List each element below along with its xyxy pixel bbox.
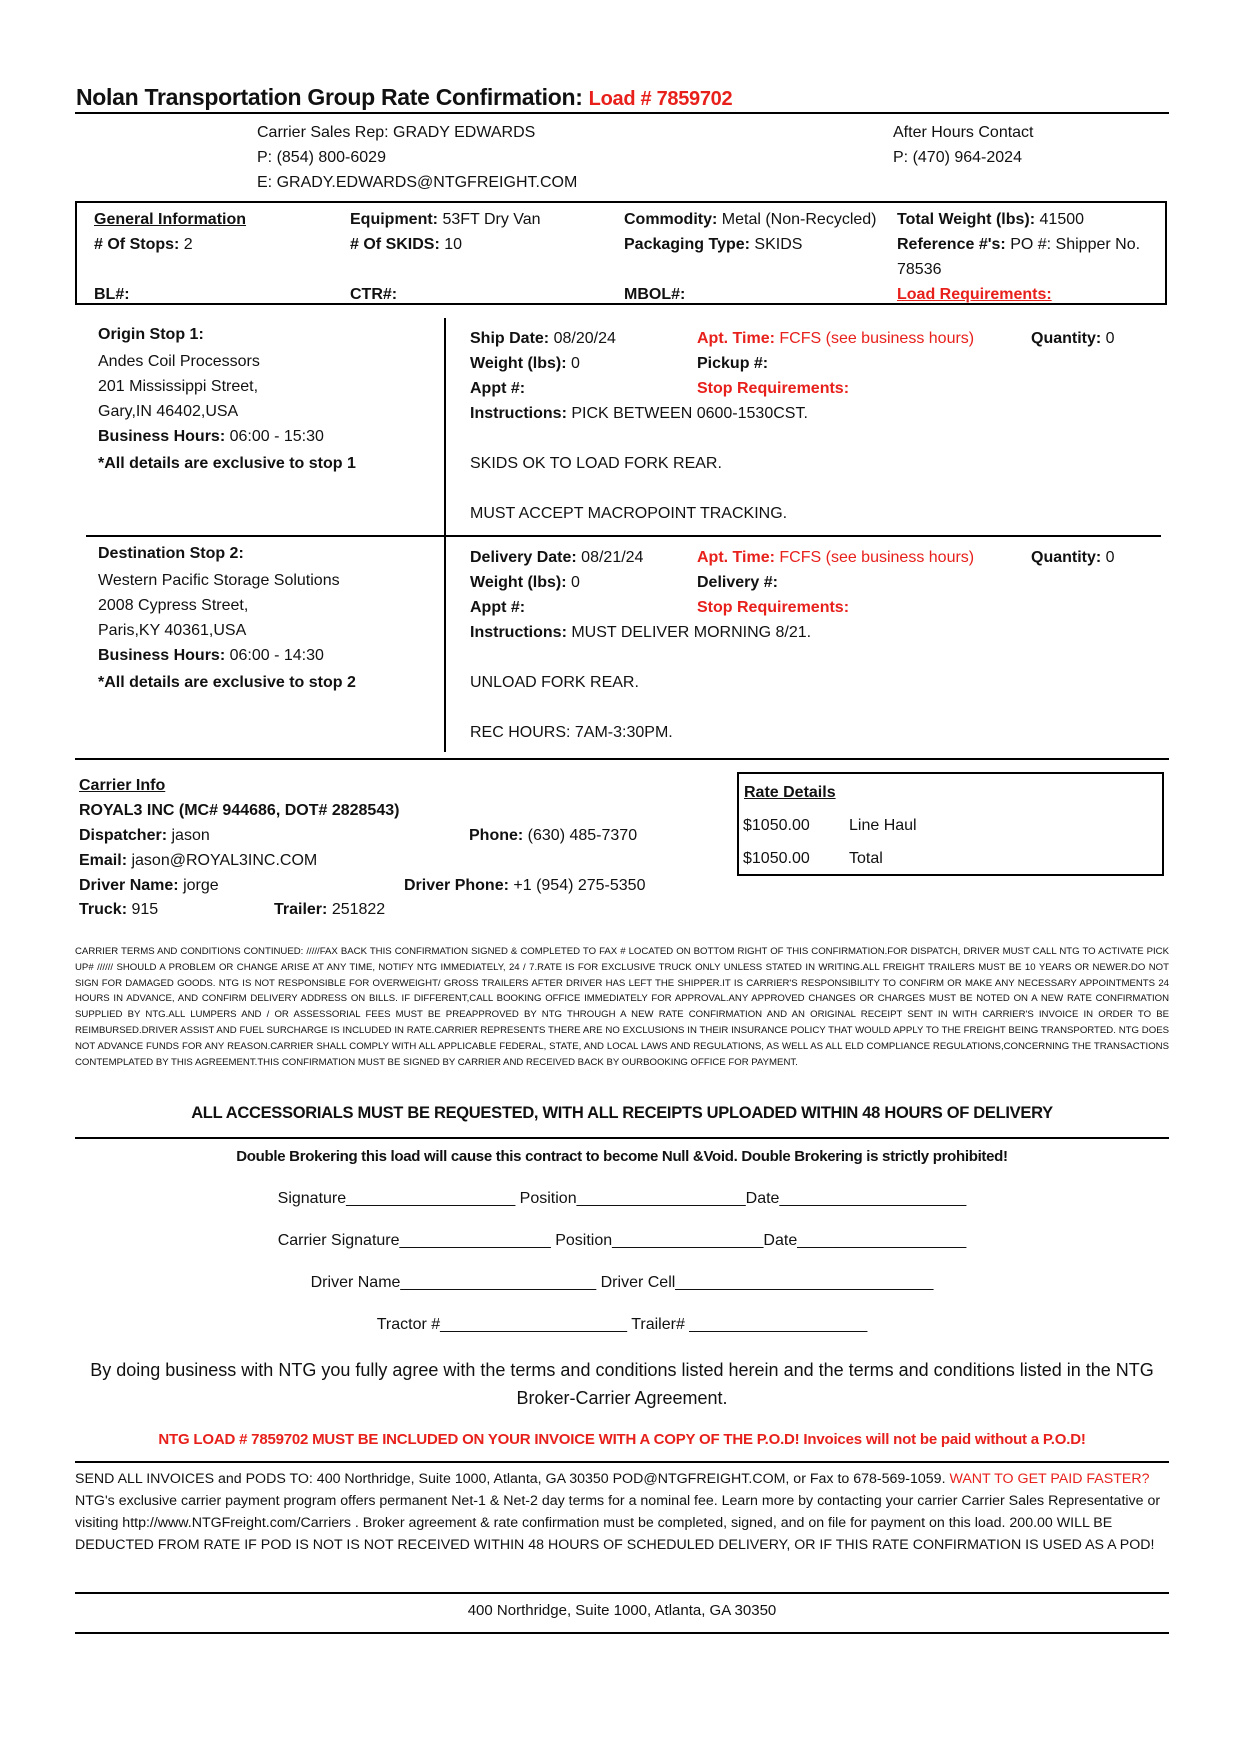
- stop-title: Origin Stop 1:: [98, 326, 204, 343]
- pickup-number-label: Pickup #:: [697, 355, 769, 372]
- delivery-number-label: Delivery #:: [697, 574, 778, 591]
- destination-stop-times: [697, 545, 974, 620]
- total-weight-value: 41500: [1039, 211, 1085, 228]
- stop-street: 201 Mississippi Street,: [98, 378, 259, 395]
- agreement-statement: By doing business with NTG you fully agree with the terms and conditions listed herein and the terms and conditions listed in the NTG Broker-Carrier Agreement.: [90, 1360, 1154, 1408]
- after-hours-phone: P: (470) 964-2024: [893, 149, 1022, 166]
- carrier-phone-label: Phone:: [469, 827, 524, 844]
- destination-quantity: [1031, 545, 1115, 570]
- stop-city: Gary,IN 46402,USA: [98, 403, 239, 420]
- quantity-label: Quantity:: [1031, 330, 1102, 347]
- apt-time: [697, 326, 974, 351]
- general-col-4: [897, 207, 1140, 282]
- sales-rep-email: E: GRADY.EDWARDS@NTGFREIGHT.COM: [257, 174, 578, 191]
- commodity-label: Commodity:: [624, 211, 718, 228]
- hours-value: 06:00 - 14:30: [229, 647, 324, 664]
- instructions-line-3: MUST ACCEPT MACROPOINT TRACKING.: [470, 505, 788, 522]
- sales-rep-contact: [257, 120, 577, 195]
- sales-rep-name: Carrier Sales Rep: GRADY EDWARDS: [257, 124, 536, 141]
- equipment: [350, 207, 541, 232]
- stop-company: Western Pacific Storage Solutions: [98, 572, 340, 589]
- stop-city: Paris,KY 40361,USA: [98, 622, 247, 639]
- total-weight-label: Total Weight (lbs):: [897, 211, 1036, 228]
- dispatcher-label: Dispatcher:: [79, 827, 168, 844]
- delivery-date-label: Delivery Date:: [470, 549, 577, 566]
- packaging-value: SKIDS: [754, 236, 803, 253]
- accessorials-rule: [75, 1137, 1169, 1139]
- origin-quantity: [1031, 326, 1115, 351]
- carrier-signature-line[interactable]: Carrier Signature_________________ Position_________________Date___________________: [277, 1232, 967, 1249]
- accessorials-notice: ALL ACCESSORIALS MUST BE REQUESTED, WITH ALL RECEIPTS UPLOADED WITHIN 48 HOURS OF DELIVERY: [191, 1104, 1053, 1122]
- weight-label: Weight (lbs):: [470, 574, 567, 591]
- hours-label: Business Hours:: [98, 428, 226, 445]
- instructions-line-2: UNLOAD FORK REAR.: [470, 674, 639, 691]
- reference-value-2: 78536: [897, 261, 942, 278]
- double-brokering-notice: Double Brokering this load will cause this contract to become Null &Void. Double Brokering is strictly prohibited!: [236, 1148, 1008, 1165]
- mbol-label: MBOL#:: [624, 286, 686, 303]
- carrier-email-label: Email:: [79, 852, 128, 869]
- instructions-line-3: REC HOURS: 7AM-3:30PM.: [470, 724, 673, 741]
- equipment-value: 53FT Dry Van: [442, 211, 541, 228]
- after-hours-contact: [893, 120, 1034, 170]
- carrier-email: [79, 848, 317, 873]
- ship-date-value: 08/20/24: [553, 330, 616, 347]
- driver-name-value: jorge: [183, 877, 219, 894]
- stop-separator: [86, 535, 1161, 537]
- carrier-phone: [469, 823, 637, 848]
- skids-value: 10: [444, 236, 463, 253]
- appt-label: Appt #:: [470, 380, 526, 397]
- apt-time-label: Apt. Time:: [697, 549, 775, 566]
- invoice-pod-notice: NTG LOAD # 7859702 MUST BE INCLUDED ON YOUR INVOICE WITH A COPY OF THE P.O.D! Invoices will not be paid without a P.O.D!: [158, 1431, 1086, 1448]
- truck-number: [79, 897, 158, 922]
- origin-stop-address: [98, 322, 356, 476]
- general-info-heading: General Information: [94, 211, 247, 228]
- rate-row: [743, 813, 810, 838]
- load-requirements-link[interactable]: Load Requirements:: [897, 286, 1052, 303]
- rate-row: [743, 846, 810, 871]
- page-title: [76, 84, 732, 111]
- stop-instructions: [470, 401, 808, 426]
- delivery-date-value: 08/21/24: [581, 549, 644, 566]
- reference-numbers: [897, 232, 1140, 257]
- rate-amount: $1050.00: [743, 817, 810, 834]
- payment-send-to: SEND ALL INVOICES and PODS TO: 400 Northridge, Suite 1000, Atlanta, GA 30350 POD@NTGFREIGHT.COM, or Fax to 678-569-1059.: [75, 1471, 946, 1487]
- ctr-label: CTR#:: [350, 286, 398, 303]
- stops-bottom-rule: [75, 758, 1169, 760]
- dispatcher-value: jason: [171, 827, 210, 844]
- driver-name: [79, 873, 219, 898]
- apt-time-value: FCFS (see business hours): [779, 330, 975, 347]
- rate-description: Total: [849, 850, 883, 867]
- quantity-value: 0: [1105, 330, 1115, 347]
- stop-company: Andes Coil Processors: [98, 353, 260, 370]
- footer-rule: [75, 1632, 1169, 1634]
- driver-name-line[interactable]: Driver Name______________________ Driver Cell_____________________________: [310, 1274, 934, 1291]
- stop-title: Destination Stop 2:: [98, 545, 244, 562]
- rate-amount: $1050.00: [743, 850, 810, 867]
- rate-row: [849, 846, 883, 871]
- trailer-label: Trailer:: [274, 901, 328, 918]
- weight-label: Weight (lbs):: [470, 355, 567, 372]
- stop-exclusive-note: *All details are exclusive to stop 2: [98, 674, 356, 691]
- total-weight: [897, 207, 1140, 232]
- truck-label: Truck:: [79, 901, 128, 918]
- title-text: Nolan Transportation Group Rate Confirmation:: [76, 84, 583, 110]
- apt-time: [697, 545, 974, 570]
- carrier-name: ROYAL3 INC (MC# 944686, DOT# 2828543): [79, 802, 400, 819]
- trailer-value: 251822: [331, 901, 386, 918]
- after-hours-label: After Hours Contact: [893, 124, 1034, 141]
- payment-program-details: NTG's exclusive carrier payment program offers permanent Net-1 & Net-2 day terms for a nominal fee. Learn more by contacting your carrier Carrier Sales Representative or visiting http://www.NTGFreight.com/Carriers . Broker agreement & rate confirmation must be completed, signed, and on file for payment on this load. 200.00 WILL BE DEDUCTED FROM RATE IF POD IS NOT IS NOT RECEIVED WITHIN 48 HOURS OF SCHEDULED DELIVERY, OR IF THIS RATE CONFIRMATION IS USED AS A POD!: [75, 1493, 1161, 1553]
- skids-label: # Of SKIDS:: [350, 236, 440, 253]
- destination-stop-address: [98, 541, 356, 695]
- quantity-label: Quantity:: [1031, 549, 1102, 566]
- origin-stop-times: [697, 326, 974, 401]
- carrier-info-heading: Carrier Info: [79, 777, 166, 794]
- stops-value: 2: [183, 236, 193, 253]
- commodity: [624, 207, 877, 232]
- instructions-label: Instructions:: [470, 624, 567, 641]
- stop-street: 2008 Cypress Street,: [98, 597, 249, 614]
- dispatcher: [79, 823, 210, 848]
- stop-business-hours: [98, 424, 356, 449]
- hours-label: Business Hours:: [98, 647, 226, 664]
- carrier-email-value: jason@ROYAL3INC.COM: [131, 852, 318, 869]
- commodity-value: Metal (Non-Recycled): [721, 211, 877, 228]
- load-number: Load # 7859702: [588, 88, 733, 110]
- invoice-rule: [75, 1461, 1169, 1463]
- packaging-type: [624, 232, 877, 257]
- stop-instructions: [470, 620, 811, 645]
- stops-count: [94, 232, 246, 257]
- instructions-value: PICK BETWEEN 0600-1530CST.: [571, 405, 808, 422]
- stops-label: # Of Stops:: [94, 236, 180, 253]
- title-rule: [75, 112, 1169, 114]
- instructions-label: Instructions:: [470, 405, 567, 422]
- stop-requirements-label: Stop Requirements:: [697, 380, 850, 397]
- bl-label: BL#:: [94, 286, 130, 303]
- equipment-label: Equipment:: [350, 211, 438, 228]
- reference-value: PO #: Shipper No.: [1010, 236, 1141, 253]
- carrier-phone-value: (630) 485-7370: [527, 827, 638, 844]
- appt-label: Appt #:: [470, 599, 526, 616]
- stop-exclusive-note: *All details are exclusive to stop 1: [98, 455, 356, 472]
- rate-description: Line Haul: [849, 817, 917, 834]
- general-col-3: [624, 207, 877, 257]
- tractor-trailer-line[interactable]: Tractor #_____________________ Trailer# ____________________: [376, 1316, 868, 1333]
- driver-phone: [404, 873, 645, 898]
- sales-rep-phone: P: (854) 800-6029: [257, 149, 386, 166]
- ship-date-label: Ship Date:: [470, 330, 550, 347]
- driver-name-label: Driver Name:: [79, 877, 179, 894]
- paid-faster-callout: WANT TO GET PAID FASTER?: [949, 1471, 1150, 1487]
- footer-address: 400 Northridge, Suite 1000, Atlanta, GA 30350: [467, 1602, 777, 1619]
- payment-instructions: [75, 1468, 1169, 1556]
- stop-business-hours: [98, 643, 356, 668]
- payment-rule: [75, 1592, 1169, 1594]
- instructions-line-2: SKIDS OK TO LOAD FORK REAR.: [470, 455, 722, 472]
- general-col-2: [350, 207, 541, 257]
- reference-label: Reference #'s:: [897, 236, 1006, 253]
- instructions-value: MUST DELIVER MORNING 8/21.: [571, 624, 812, 641]
- driver-phone-value: +1 (954) 275-5350: [513, 877, 646, 894]
- general-col-1: [94, 207, 246, 257]
- apt-time-value: FCFS (see business hours): [779, 549, 975, 566]
- weight-value: 0: [571, 355, 580, 372]
- hours-value: 06:00 - 15:30: [229, 428, 324, 445]
- truck-value: 915: [131, 901, 159, 918]
- apt-time-label: Apt. Time:: [697, 330, 775, 347]
- terms-and-conditions: CARRIER TERMS AND CONDITIONS CONTINUED: /////FAX BACK THIS CONFIRMATION SIGNED & COMPLETED TO FAX # LOCATED ON BOTTOM RIGHT OF THIS CONFIRMATION.FOR DISPATCH, DRIVER MUST CALL NTG TO ACTIVATE PICK UP# ////// SHOULD A PROBLEM OR CHANGE ARISE AT ANY TIME, NOTIFY NTG IMMEDIATELY, 24 / 7.RATE IS FOR EXCLUSIVE TRUCK ONLY UNLESS STATED IN WRITING.ALL FREIGHT TRAILERS MUST BE 10 YEARS OR NEWER.DO NOT SIGN FOR DAMAGED GOODS. NTG IS NOT RESPONSIBLE FOR OVERWEIGHT/ GROSS TRAILERS AFTER DRIVER HAS LEFT THE SHIPPER.IT IS CARRIER'S RESPONSIBILITY TO CONFIRM OR MAKE ANY NECESSARY APPOINTMENTS 24 HOURS IN ADVANCE, AND CONFIRM DELIVERY ADDRESS ON BILLS. IF DIFFERENT,CALL BOOKING OFFICE IMMEDIATELY FOR APPROVAL.ANY APPROVED CHANGES OR CHARGES MUST BE NOTED ON A NEW RATE CONFIRMATION SUPPLIED BY NTG.ALL LUMPERS AND / OR ASSESSORIAL FEES MUST BE PREAPPROVED BY NTG THROUGH A NEW RATE CONFIRMATION AND AN ORIGINAL RECEIPT SENT IN WITH CARRIER'S INVOICE IN ORDER TO BE REIMBURSED.DRIVER ASSIST AND FUEL SURCHARGE IS INCLUDED IN RATE.CARRIER REPRESENTS THERE ARE NO EXCLUSIONS IN THEIR INSURANCE POLICY THAT WOULD APPLY TO THE FREIGHT BEING TRANSPORTED. NTG DOES NOT ADVANCE FUNDS FOR ANY REASON.CARRIER SHALL COMPLY WITH ALL APPLICABLE FEDERAL, STATE, AND LOCAL LAWS AND REGULATIONS, AS WELL AS ALL ELD COMPLIANCE REGULATIONS,CONCERNING THE TRANSACTIONS CONTEMPLATED BY THIS AGREEMENT.THIS CONFIRMATION MUST BE SIGNED BY CARRIER AND RECEIVED BACK BY OURBOOKING OFFICE FOR PAYMENT.: [75, 946, 1169, 1068]
- quantity-value: 0: [1105, 549, 1115, 566]
- stop-requirements-label: Stop Requirements:: [697, 599, 850, 616]
- rate-details-heading: Rate Details: [744, 784, 836, 801]
- rate-row: [849, 813, 917, 838]
- packaging-label: Packaging Type:: [624, 236, 750, 253]
- weight-value: 0: [571, 574, 580, 591]
- trailer-number: [274, 897, 385, 922]
- driver-phone-label: Driver Phone:: [404, 877, 509, 894]
- skids-count: [350, 232, 541, 257]
- signature-line[interactable]: Signature___________________ Position___________________Date_____________________: [277, 1190, 967, 1207]
